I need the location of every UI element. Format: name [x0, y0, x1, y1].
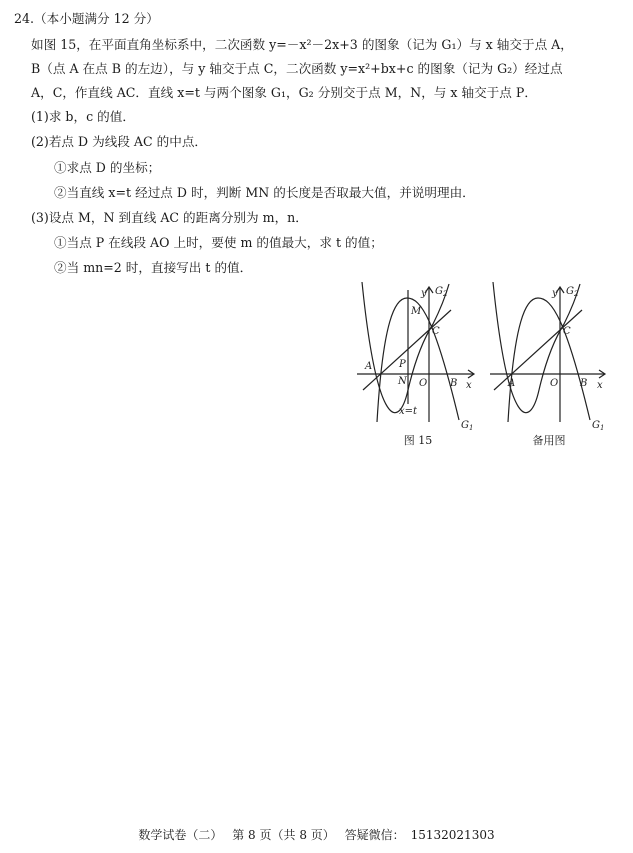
part-3: (3)设点 M，N 到直线 AC 的距离分别为 m，n．: [31, 210, 308, 225]
intro-line-2: B（点 A 在点 B 的左边），与 y 轴交于点 C，二次函数 y=x²+bx+c 的图象（记为 G₂）经过点: [31, 61, 563, 76]
label-b: B: [450, 378, 458, 389]
part-2-1: ①求点 D 的坐标；: [54, 160, 161, 175]
intro-line-3: A，C，作直线 AC．直线 x=t 与两个图象 G₁，G₂ 分别交于点 M，N，与 x 轴交于点 P．: [31, 85, 537, 100]
label-g1: $G_1$: [592, 420, 605, 432]
footer-contact-number: 15132021303: [410, 828, 495, 842]
figure-backup: [488, 280, 618, 440]
intro-line-1: 如图 15，在平面直角坐标系中，二次函数 y=－x²－2x+3 的图象（记为 G₁）与 x 轴交于点 A，: [31, 37, 573, 52]
label-o: O: [419, 378, 428, 389]
label-x: x: [466, 380, 472, 391]
curve-g1: [361, 280, 467, 422]
figure-15-caption: 图 15: [403, 434, 433, 447]
label-g2: $G_2$: [435, 286, 448, 298]
label-g1: $G_1$: [461, 420, 474, 432]
label-a: A: [508, 378, 516, 389]
footer-page: 第 8 页（共 8 页）: [232, 828, 335, 842]
label-b: B: [580, 378, 588, 389]
footer-subject: 数学试卷（二）: [138, 828, 223, 842]
part-3-2: ②当 mn=2 时，直接写出 t 的值．: [54, 260, 253, 275]
curve-g2: [493, 282, 580, 413]
line-ac: [363, 310, 451, 390]
part-1: (1)求 b，c 的值．: [31, 109, 135, 124]
label-m: M: [411, 306, 422, 317]
label-o: O: [550, 378, 559, 389]
label-c: C: [563, 326, 571, 337]
label-n: N: [398, 376, 407, 387]
score-note: （本小题满分 12 分）: [34, 11, 159, 26]
label-p: P: [399, 359, 406, 370]
curve-g1-parabola: [508, 298, 590, 422]
label-y: y: [552, 288, 558, 299]
part-2-2: ②当直线 x=t 经过点 D 时，判断 MN 的长度是否取最大值，并说明理由．: [54, 185, 475, 200]
footer-contact-label: 答疑微信：: [344, 828, 405, 842]
label-x: x: [597, 380, 603, 391]
label-x-eq-t: x=t: [399, 406, 418, 417]
figure-15: [355, 280, 485, 440]
label-g2: $G_2$: [566, 286, 579, 298]
label-c: C: [432, 326, 440, 337]
page-footer: [0, 826, 633, 843]
question-header: [14, 11, 159, 27]
curve-g2: [362, 282, 449, 413]
question-number: 24.: [14, 11, 35, 26]
figure-backup-caption: 备用图: [532, 434, 566, 447]
label-y: y: [421, 288, 427, 299]
part-3-1: ①当点 P 在线段 AO 上时，要使 m 的值最大，求 t 的值；: [54, 235, 383, 250]
label-a: A: [365, 361, 373, 372]
part-2: (2)若点 D 为线段 AC 的中点．: [31, 134, 208, 149]
